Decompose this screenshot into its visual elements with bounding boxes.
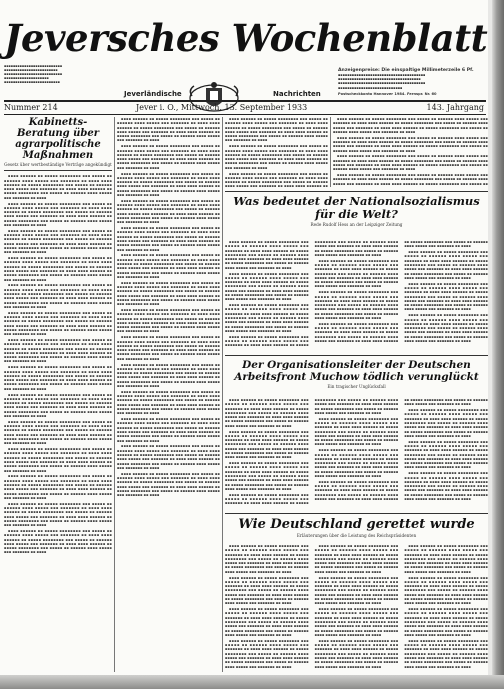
- illegible-text-paragraph: ▪▪▪▪ ▪▪▪▪▪▪ ▪▪ ▪▪▪▪▪ ▪▪▪▪▪▪▪▪ ▪▪▪ ▪▪▪▪▪ ▪▪ ▪▪▪▪▪▪ ▪▪▪▪ ▪▪▪▪▪ ▪▪▪ ▪▪▪▪▪▪▪ ▪▪ ▪▪▪▪ ▪▪▪▪ ▪▪▪▪▪▪ ▪▪ ▪▪▪▪▪ ▪▪▪▪▪▪▪▪ ▪▪▪ ▪▪▪▪▪ ▪▪ ▪▪▪▪▪▪ ▪▪▪▪ ▪▪▪▪▪ ▪▪▪ ▪▪▪▪▪▪▪ ▪▪ ▪▪▪▪ ▪▪▪▪ ▪▪▪▪▪▪ ▪▪ ▪▪▪▪▪ ▪▪▪▪▪▪▪▪ ▪▪▪ ▪▪▪▪▪ ▪▪ ▪▪▪▪▪▪ ▪▪▪▪ ▪▪▪▪▪ ▪▪▪ ▪▪▪▪▪▪▪ ▪▪ ▪▪▪▪: [4, 474, 112, 500]
- column-2: [117, 117, 220, 672]
- illegible-text-paragraph: ▪▪▪▪ ▪▪▪▪▪▪ ▪▪ ▪▪▪▪▪ ▪▪▪▪▪▪▪▪ ▪▪▪ ▪▪▪▪▪ ▪▪ ▪▪▪▪▪▪ ▪▪▪▪ ▪▪▪▪▪ ▪▪▪ ▪▪▪▪▪▪▪ ▪▪ ▪▪▪▪ ▪▪▪▪ ▪▪▪▪▪▪ ▪▪ ▪▪▪▪▪ ▪▪▪▪▪▪▪▪ ▪▪▪ ▪▪▪▪▪ ▪▪ ▪▪▪▪▪▪ ▪▪▪▪ ▪▪▪▪▪ ▪▪▪ ▪▪▪▪▪▪▪ ▪▪ ▪▪▪▪ ▪▪▪▪ ▪▪▪▪▪▪ ▪▪ ▪▪▪▪▪ ▪▪▪▪▪▪▪▪ ▪▪▪ ▪▪▪▪▪ ▪▪ ▪▪▪▪▪▪ ▪▪▪▪ ▪▪▪▪▪ ▪▪▪ ▪▪▪▪▪▪▪ ▪▪ ▪▪▪▪: [117, 444, 220, 470]
- illegible-text-paragraph: ▪▪▪▪ ▪▪▪▪▪▪ ▪▪ ▪▪▪▪▪ ▪▪▪▪▪▪▪▪ ▪▪▪ ▪▪▪▪▪ ▪▪ ▪▪▪▪▪▪ ▪▪▪▪ ▪▪▪▪▪ ▪▪▪ ▪▪▪▪▪▪▪ ▪▪ ▪▪▪▪ ▪▪▪▪ ▪▪▪▪▪▪ ▪▪ ▪▪▪▪▪ ▪▪▪▪▪▪▪▪ ▪▪▪ ▪▪▪▪▪ ▪▪ ▪▪▪▪▪▪ ▪▪▪▪ ▪▪▪▪▪ ▪▪▪ ▪▪▪▪▪▪▪ ▪▪ ▪▪▪▪ ▪▪▪▪ ▪▪▪▪▪▪ ▪▪ ▪▪▪▪▪ ▪▪▪▪▪▪▪▪ ▪▪▪ ▪▪▪▪▪ ▪▪ ▪▪▪▪▪▪ ▪▪▪▪ ▪▪▪▪▪ ▪▪▪ ▪▪▪▪▪▪▪ ▪▪ ▪▪▪▪: [404, 408, 488, 438]
- illegible-text-paragraph: ▪▪▪▪ ▪▪▪▪▪▪ ▪▪ ▪▪▪▪▪ ▪▪▪▪▪▪▪▪ ▪▪▪ ▪▪▪▪▪ ▪▪ ▪▪▪▪▪▪ ▪▪▪▪ ▪▪▪▪▪ ▪▪▪ ▪▪▪▪▪▪▪ ▪▪ ▪▪▪▪ ▪▪▪▪ ▪▪▪▪▪▪ ▪▪ ▪▪▪▪▪ ▪▪▪▪▪▪▪▪ ▪▪▪ ▪▪▪▪▪ ▪▪ ▪▪▪▪▪▪ ▪▪▪▪ ▪▪▪▪▪ ▪▪▪ ▪▪▪▪▪▪▪ ▪▪ ▪▪▪▪ ▪▪▪▪ ▪▪▪▪▪▪ ▪▪ ▪▪▪▪▪ ▪▪▪▪▪▪▪▪ ▪▪▪ ▪▪▪▪▪ ▪▪ ▪▪▪▪▪▪ ▪▪▪▪ ▪▪▪▪▪ ▪▪▪ ▪▪▪▪▪▪▪ ▪▪ ▪▪▪▪: [117, 144, 220, 170]
- illegible-text-paragraph: ▪▪▪▪ ▪▪▪▪▪▪ ▪▪ ▪▪▪▪▪ ▪▪▪▪▪▪▪▪ ▪▪▪ ▪▪▪▪▪ ▪▪ ▪▪▪▪▪▪ ▪▪▪▪ ▪▪▪▪▪ ▪▪▪ ▪▪▪▪▪▪▪ ▪▪ ▪▪▪▪ ▪▪▪▪ ▪▪▪▪▪▪ ▪▪ ▪▪▪▪▪ ▪▪▪▪▪▪▪▪ ▪▪▪ ▪▪▪▪▪ ▪▪ ▪▪▪▪▪▪ ▪▪▪▪ ▪▪▪▪▪ ▪▪▪ ▪▪▪▪▪▪▪ ▪▪ ▪▪▪▪ ▪▪▪▪ ▪▪▪▪▪▪ ▪▪ ▪▪▪▪▪ ▪▪▪▪▪▪▪▪ ▪▪▪ ▪▪▪▪▪ ▪▪ ▪▪▪▪▪▪ ▪▪▪▪ ▪▪▪▪▪ ▪▪▪ ▪▪▪▪▪▪▪ ▪▪ ▪▪▪▪: [225, 271, 309, 302]
- divider: [225, 355, 488, 356]
- illegible-text-paragraph: ▪▪▪▪ ▪▪▪▪▪▪ ▪▪ ▪▪▪▪▪ ▪▪▪▪▪▪▪▪ ▪▪▪ ▪▪▪▪▪ ▪▪ ▪▪▪▪▪▪ ▪▪▪▪ ▪▪▪▪▪ ▪▪▪ ▪▪▪▪▪▪▪ ▪▪ ▪▪▪▪ ▪▪▪▪ ▪▪▪▪▪▪ ▪▪ ▪▪▪▪▪ ▪▪▪▪▪▪▪▪ ▪▪▪ ▪▪▪▪▪ ▪▪ ▪▪▪▪▪▪ ▪▪▪▪ ▪▪▪▪▪ ▪▪▪ ▪▪▪▪▪▪▪ ▪▪ ▪▪▪▪ ▪▪▪▪ ▪▪▪▪▪▪ ▪▪ ▪▪▪▪▪ ▪▪▪▪▪▪▪▪ ▪▪▪ ▪▪▪▪▪ ▪▪ ▪▪▪▪▪▪ ▪▪▪▪ ▪▪▪▪▪ ▪▪▪ ▪▪▪▪▪▪▪ ▪▪ ▪▪▪▪: [4, 256, 112, 282]
- column-divider: [222, 117, 223, 672]
- illegible-text-paragraph: ▪▪▪▪ ▪▪▪▪▪▪ ▪▪ ▪▪▪▪▪ ▪▪▪▪▪▪▪▪ ▪▪▪ ▪▪▪▪▪ ▪▪ ▪▪▪▪▪▪ ▪▪▪▪ ▪▪▪▪▪ ▪▪▪ ▪▪▪▪▪▪▪ ▪▪ ▪▪▪▪ ▪▪▪▪ ▪▪▪▪▪▪ ▪▪ ▪▪▪▪▪ ▪▪▪▪▪▪▪▪ ▪▪▪ ▪▪▪▪▪ ▪▪ ▪▪▪▪▪▪ ▪▪▪▪ ▪▪▪▪▪ ▪▪▪ ▪▪▪▪▪▪▪ ▪▪ ▪▪▪▪ ▪▪▪▪ ▪▪▪▪▪▪ ▪▪ ▪▪▪▪▪ ▪▪▪▪▪▪▪▪ ▪▪▪ ▪▪▪▪▪ ▪▪ ▪▪▪▪▪▪ ▪▪▪▪ ▪▪▪▪▪ ▪▪▪ ▪▪▪▪▪▪▪ ▪▪ ▪▪▪▪: [314, 544, 399, 574]
- illegible-text-paragraph: ▪▪▪▪ ▪▪▪▪▪▪ ▪▪ ▪▪▪▪▪ ▪▪▪▪▪▪▪▪ ▪▪▪ ▪▪▪▪▪ ▪▪ ▪▪▪▪▪▪ ▪▪▪▪ ▪▪▪▪▪ ▪▪▪ ▪▪▪▪▪▪▪ ▪▪ ▪▪▪▪ ▪▪▪▪ ▪▪▪▪▪▪ ▪▪ ▪▪▪▪▪ ▪▪▪▪▪▪▪▪ ▪▪▪ ▪▪▪▪▪ ▪▪ ▪▪▪▪▪▪ ▪▪▪▪ ▪▪▪▪▪ ▪▪▪ ▪▪▪▪▪▪▪ ▪▪ ▪▪▪▪ ▪▪▪▪ ▪▪▪▪▪▪ ▪▪ ▪▪▪▪▪ ▪▪▪▪▪▪▪▪ ▪▪▪ ▪▪▪▪▪ ▪▪ ▪▪▪▪▪▪ ▪▪▪▪ ▪▪▪▪▪ ▪▪▪ ▪▪▪▪▪▪▪ ▪▪ ▪▪▪▪: [4, 337, 112, 364]
- article-4-subhead: Erläuterungen über die Leistung des Reichspräsidenten: [296, 533, 417, 538]
- masthead-subtitle-left: Jeverländische: [124, 90, 182, 98]
- article-3-subhead: Ein tragischer Unglücksfall: [327, 384, 386, 389]
- column-1: [4, 117, 112, 672]
- illegible-text-paragraph: ▪▪▪▪ ▪▪▪▪▪▪ ▪▪ ▪▪▪▪▪ ▪▪▪▪▪▪▪▪ ▪▪▪ ▪▪▪▪▪ ▪▪ ▪▪▪▪▪▪ ▪▪▪▪ ▪▪▪▪▪ ▪▪▪ ▪▪▪▪▪▪▪ ▪▪ ▪▪▪▪ ▪▪▪▪ ▪▪▪▪▪▪ ▪▪ ▪▪▪▪▪ ▪▪▪▪▪▪▪▪ ▪▪▪ ▪▪▪▪▪ ▪▪ ▪▪▪▪▪▪ ▪▪▪▪ ▪▪▪▪▪ ▪▪▪ ▪▪▪▪▪▪▪ ▪▪ ▪▪▪▪ ▪▪▪▪ ▪▪▪▪▪▪ ▪▪ ▪▪▪▪▪ ▪▪▪▪▪▪▪▪ ▪▪▪ ▪▪▪▪▪ ▪▪ ▪▪▪▪▪▪ ▪▪▪▪ ▪▪▪▪▪ ▪▪▪ ▪▪▪▪▪▪▪ ▪▪ ▪▪▪▪: [117, 280, 220, 307]
- masthead-right-info: Anzeigenpreise: Die einspaltige Millimeterzeile 6 Pf. ▪▪▪▪▪▪▪▪▪▪▪▪▪▪▪▪▪▪▪▪▪▪▪▪▪▪▪▪▪▪▪▪▪▪▪▪▪▪ ▪▪▪▪▪▪▪▪▪▪▪▪▪▪▪▪▪▪▪▪▪▪▪▪▪▪▪▪▪▪▪▪▪▪▪▪ ▪▪▪▪▪▪▪▪▪▪▪▪▪▪▪▪▪▪▪▪▪▪▪▪▪▪▪▪▪▪▪▪▪▪▪▪▪▪ ▪▪▪▪▪▪▪▪▪▪▪▪▪▪▪▪▪▪▪▪▪▪▪▪▪▪▪▪ Postscheckkonto Hannover 1984. Fernspr. Nr. 60: [338, 68, 488, 96]
- illegible-text-paragraph: ▪▪▪▪ ▪▪▪▪▪▪ ▪▪ ▪▪▪▪▪ ▪▪▪▪▪▪▪▪ ▪▪▪ ▪▪▪▪▪ ▪▪ ▪▪▪▪▪▪ ▪▪▪▪ ▪▪▪▪▪ ▪▪▪ ▪▪▪▪▪▪▪ ▪▪ ▪▪▪▪ ▪▪▪▪ ▪▪▪▪▪▪ ▪▪ ▪▪▪▪▪ ▪▪▪▪▪▪▪▪ ▪▪▪ ▪▪▪▪▪ ▪▪ ▪▪▪▪▪▪ ▪▪▪▪ ▪▪▪▪▪ ▪▪▪ ▪▪▪▪▪▪▪ ▪▪ ▪▪▪▪ ▪▪▪▪ ▪▪▪▪▪▪ ▪▪ ▪▪▪▪▪ ▪▪▪▪▪▪▪▪ ▪▪▪ ▪▪▪▪▪ ▪▪ ▪▪▪▪▪▪ ▪▪▪▪ ▪▪▪▪▪ ▪▪▪ ▪▪▪▪▪▪▪ ▪▪ ▪▪▪▪: [314, 416, 399, 447]
- illegible-text-paragraph: ▪▪▪▪ ▪▪▪▪▪▪ ▪▪ ▪▪▪▪▪ ▪▪▪▪▪▪▪▪ ▪▪▪ ▪▪▪▪▪ ▪▪ ▪▪▪▪▪▪ ▪▪▪▪ ▪▪▪▪▪ ▪▪▪ ▪▪▪▪▪▪▪ ▪▪ ▪▪▪▪ ▪▪▪▪ ▪▪▪▪▪▪ ▪▪ ▪▪▪▪▪ ▪▪▪▪▪▪▪▪ ▪▪▪ ▪▪▪▪▪ ▪▪ ▪▪▪▪▪▪ ▪▪▪▪ ▪▪▪▪▪ ▪▪▪ ▪▪▪▪▪▪▪ ▪▪ ▪▪▪▪ ▪▪▪▪ ▪▪▪▪▪▪ ▪▪ ▪▪▪▪▪ ▪▪▪▪▪▪▪▪ ▪▪▪ ▪▪▪▪▪ ▪▪ ▪▪▪▪▪▪ ▪▪▪▪ ▪▪▪▪▪ ▪▪▪ ▪▪▪▪▪▪▪ ▪▪ ▪▪▪▪: [404, 638, 488, 669]
- illegible-text-paragraph: ▪▪▪▪ ▪▪▪▪▪▪ ▪▪ ▪▪▪▪▪ ▪▪▪▪▪▪▪▪ ▪▪▪ ▪▪▪▪▪ ▪▪ ▪▪▪▪▪▪ ▪▪▪▪ ▪▪▪▪▪ ▪▪▪ ▪▪▪▪▪▪▪ ▪▪ ▪▪▪▪ ▪▪▪▪ ▪▪▪▪▪▪ ▪▪ ▪▪▪▪▪ ▪▪▪▪▪▪▪▪ ▪▪▪ ▪▪▪▪▪ ▪▪ ▪▪▪▪▪▪ ▪▪▪▪ ▪▪▪▪▪ ▪▪▪ ▪▪▪▪▪▪▪ ▪▪ ▪▪▪▪ ▪▪▪▪ ▪▪▪▪▪▪ ▪▪ ▪▪▪▪▪ ▪▪▪▪▪▪▪▪ ▪▪▪ ▪▪▪▪▪ ▪▪ ▪▪▪▪▪▪ ▪▪▪▪ ▪▪▪▪▪ ▪▪▪ ▪▪▪▪▪▪▪ ▪▪ ▪▪▪▪: [333, 135, 488, 153]
- issue-number: Nummer 214: [4, 103, 58, 112]
- illegible-text-paragraph: ▪▪▪▪ ▪▪▪▪▪▪ ▪▪ ▪▪▪▪▪ ▪▪▪▪▪▪▪▪ ▪▪▪ ▪▪▪▪▪ ▪▪ ▪▪▪▪▪▪ ▪▪▪▪ ▪▪▪▪▪ ▪▪▪ ▪▪▪▪▪▪▪ ▪▪ ▪▪▪▪ ▪▪▪▪ ▪▪▪▪▪▪ ▪▪ ▪▪▪▪▪ ▪▪▪▪▪▪▪▪ ▪▪▪ ▪▪▪▪▪ ▪▪ ▪▪▪▪▪▪ ▪▪▪▪ ▪▪▪▪▪ ▪▪▪ ▪▪▪▪▪▪▪ ▪▪ ▪▪▪▪ ▪▪▪▪ ▪▪▪▪▪▪ ▪▪ ▪▪▪▪▪ ▪▪▪▪▪▪▪▪ ▪▪▪ ▪▪▪▪▪ ▪▪ ▪▪▪▪▪▪ ▪▪▪▪ ▪▪▪▪▪ ▪▪▪ ▪▪▪▪▪▪▪ ▪▪ ▪▪▪▪: [117, 417, 220, 443]
- illegible-text-paragraph: ▪▪▪▪ ▪▪▪▪▪▪ ▪▪ ▪▪▪▪▪ ▪▪▪▪▪▪▪▪ ▪▪▪ ▪▪▪▪▪ ▪▪ ▪▪▪▪▪▪ ▪▪▪▪ ▪▪▪▪▪ ▪▪▪ ▪▪▪▪▪▪▪ ▪▪ ▪▪▪▪ ▪▪▪▪ ▪▪▪▪▪▪ ▪▪ ▪▪▪▪▪ ▪▪▪▪▪▪▪▪ ▪▪▪ ▪▪▪▪▪ ▪▪ ▪▪▪▪▪▪ ▪▪▪▪ ▪▪▪▪▪ ▪▪▪ ▪▪▪▪▪▪▪ ▪▪ ▪▪▪▪ ▪▪▪▪ ▪▪▪▪▪▪ ▪▪ ▪▪▪▪▪ ▪▪▪▪▪▪▪▪ ▪▪▪ ▪▪▪▪▪ ▪▪ ▪▪▪▪▪▪ ▪▪▪▪ ▪▪▪▪▪ ▪▪▪ ▪▪▪▪▪▪▪ ▪▪ ▪▪▪▪: [314, 398, 488, 502]
- masthead-left-info: ▪▪▪▪▪▪▪▪▪▪▪▪▪▪▪▪▪▪▪▪▪▪▪▪▪▪ ▪▪▪▪▪▪▪▪▪▪▪▪▪▪▪▪▪▪▪▪▪▪▪▪ ▪▪▪▪▪▪▪▪▪▪▪▪▪▪▪▪▪▪▪▪▪▪▪▪▪▪ ▪▪▪▪▪▪▪▪▪▪▪▪▪▪▪▪▪▪▪▪ ▪▪▪▪▪▪▪▪▪▪▪▪▪▪▪▪▪▪▪▪▪▪▪▪▪: [4, 64, 63, 85]
- illegible-text-paragraph: ▪▪▪▪ ▪▪▪▪▪▪ ▪▪ ▪▪▪▪▪ ▪▪▪▪▪▪▪▪ ▪▪▪ ▪▪▪▪▪ ▪▪ ▪▪▪▪▪▪ ▪▪▪▪ ▪▪▪▪▪ ▪▪▪ ▪▪▪▪▪▪▪ ▪▪ ▪▪▪▪ ▪▪▪▪ ▪▪▪▪▪▪ ▪▪ ▪▪▪▪▪ ▪▪▪▪▪▪▪▪ ▪▪▪ ▪▪▪▪▪ ▪▪ ▪▪▪▪▪▪ ▪▪▪▪ ▪▪▪▪▪ ▪▪▪ ▪▪▪▪▪▪▪ ▪▪ ▪▪▪▪ ▪▪▪▪ ▪▪▪▪▪▪ ▪▪ ▪▪▪▪▪ ▪▪▪▪▪▪▪▪ ▪▪▪ ▪▪▪▪▪ ▪▪ ▪▪▪▪▪▪ ▪▪▪▪ ▪▪▪▪▪ ▪▪▪ ▪▪▪▪▪▪▪ ▪▪ ▪▪▪▪: [225, 607, 309, 637]
- illegible-text-paragraph: ▪▪▪▪ ▪▪▪▪▪▪ ▪▪ ▪▪▪▪▪ ▪▪▪▪▪▪▪▪ ▪▪▪ ▪▪▪▪▪ ▪▪ ▪▪▪▪▪▪ ▪▪▪▪ ▪▪▪▪▪ ▪▪▪ ▪▪▪▪▪▪▪ ▪▪ ▪▪▪▪ ▪▪▪▪ ▪▪▪▪▪▪ ▪▪ ▪▪▪▪▪ ▪▪▪▪▪▪▪▪ ▪▪▪ ▪▪▪▪▪ ▪▪ ▪▪▪▪▪▪ ▪▪▪▪ ▪▪▪▪▪ ▪▪▪ ▪▪▪▪▪▪▪ ▪▪ ▪▪▪▪ ▪▪▪▪ ▪▪▪▪▪▪ ▪▪: [225, 171, 328, 187]
- dateline-bar: [4, 100, 486, 115]
- article-3-body: [225, 398, 488, 508]
- newspaper-title: Jeversches Wochenblatt: [4, 16, 488, 60]
- article-4: [225, 510, 488, 544]
- illegible-text-paragraph: ▪▪▪▪ ▪▪▪▪▪▪ ▪▪ ▪▪▪▪▪ ▪▪▪▪▪▪▪▪ ▪▪▪ ▪▪▪▪▪ ▪▪ ▪▪▪▪▪▪ ▪▪▪▪ ▪▪▪▪▪ ▪▪▪ ▪▪▪▪▪▪▪ ▪▪ ▪▪▪▪ ▪▪▪▪ ▪▪▪▪▪▪ ▪▪ ▪▪▪▪▪ ▪▪▪▪▪▪▪▪ ▪▪▪ ▪▪▪▪▪ ▪▪ ▪▪▪▪▪▪ ▪▪▪▪ ▪▪▪▪▪ ▪▪▪ ▪▪▪▪▪▪▪ ▪▪ ▪▪▪▪ ▪▪▪▪ ▪▪▪▪▪▪ ▪▪ ▪▪▪▪▪ ▪▪▪▪▪▪▪▪ ▪▪▪ ▪▪▪▪▪ ▪▪ ▪▪▪▪▪▪ ▪▪▪▪ ▪▪▪▪▪ ▪▪▪ ▪▪▪▪▪▪▪ ▪▪ ▪▪▪▪: [117, 307, 220, 334]
- illegible-text-paragraph: ▪▪▪▪ ▪▪▪▪▪▪ ▪▪ ▪▪▪▪▪ ▪▪▪▪▪▪▪▪ ▪▪▪ ▪▪▪▪▪ ▪▪ ▪▪▪▪▪▪ ▪▪▪▪ ▪▪▪▪▪ ▪▪▪ ▪▪▪▪▪▪▪ ▪▪ ▪▪▪▪ ▪▪▪▪ ▪▪▪▪▪▪ ▪▪ ▪▪▪▪▪ ▪▪▪▪▪▪▪▪ ▪▪▪ ▪▪▪▪▪ ▪▪ ▪▪▪▪▪▪ ▪▪▪▪ ▪▪▪▪▪ ▪▪▪ ▪▪▪▪▪▪▪ ▪▪ ▪▪▪▪ ▪▪▪▪ ▪▪▪▪▪▪ ▪▪ ▪▪▪▪▪ ▪▪▪▪▪▪▪▪ ▪▪▪ ▪▪▪▪▪ ▪▪ ▪▪▪▪▪▪ ▪▪▪▪ ▪▪▪▪▪ ▪▪▪ ▪▪▪▪▪▪▪ ▪▪ ▪▪▪▪: [225, 117, 328, 143]
- illegible-text-paragraph: ▪▪▪▪ ▪▪▪▪▪▪ ▪▪ ▪▪▪▪▪ ▪▪▪▪▪▪▪▪ ▪▪▪ ▪▪▪▪▪ ▪▪ ▪▪▪▪▪▪ ▪▪▪▪ ▪▪▪▪▪ ▪▪▪ ▪▪▪▪▪▪▪ ▪▪ ▪▪▪▪ ▪▪▪▪ ▪▪▪▪▪▪ ▪▪ ▪▪▪▪▪ ▪▪▪▪▪▪▪▪ ▪▪▪ ▪▪▪▪▪ ▪▪ ▪▪▪▪▪▪ ▪▪▪▪ ▪▪▪▪▪ ▪▪▪ ▪▪▪▪▪▪▪ ▪▪ ▪▪▪▪ ▪▪▪▪ ▪▪▪▪▪▪ ▪▪ ▪▪▪▪▪ ▪▪▪▪▪▪▪▪ ▪▪▪ ▪▪▪▪▪ ▪▪ ▪▪▪▪▪▪ ▪▪▪▪ ▪▪▪▪▪ ▪▪▪ ▪▪▪▪▪▪▪ ▪▪ ▪▪▪▪: [225, 638, 309, 669]
- article-1-subhead: Gesetz über wertbeständige Verträge angekündigt: [4, 162, 112, 167]
- issue-date: Jever i. O., Mittwoch, 13. September 1933: [136, 103, 308, 112]
- illegible-text-paragraph: ▪▪▪▪ ▪▪▪▪▪▪ ▪▪ ▪▪▪▪▪ ▪▪▪▪▪▪▪▪ ▪▪▪ ▪▪▪▪▪ ▪▪ ▪▪▪▪▪▪ ▪▪▪▪ ▪▪▪▪▪ ▪▪▪ ▪▪▪▪▪▪▪ ▪▪ ▪▪▪▪ ▪▪▪▪ ▪▪▪▪▪▪ ▪▪ ▪▪▪▪▪ ▪▪▪▪▪▪▪▪ ▪▪▪ ▪▪▪▪▪ ▪▪ ▪▪▪▪▪▪ ▪▪▪▪ ▪▪▪▪▪ ▪▪▪ ▪▪▪▪▪▪▪ ▪▪ ▪▪▪▪ ▪▪▪▪ ▪▪▪▪▪▪ ▪▪ ▪▪▪▪▪ ▪▪▪▪▪▪▪▪ ▪▪▪ ▪▪▪▪▪ ▪▪ ▪▪▪▪▪▪ ▪▪▪▪ ▪▪▪▪▪ ▪▪▪ ▪▪▪▪▪▪▪ ▪▪ ▪▪▪▪: [117, 171, 220, 198]
- illegible-text-paragraph: ▪▪▪▪ ▪▪▪▪▪▪ ▪▪ ▪▪▪▪▪ ▪▪▪▪▪▪▪▪ ▪▪▪ ▪▪▪▪▪ ▪▪ ▪▪▪▪▪▪ ▪▪▪▪ ▪▪▪▪▪ ▪▪▪ ▪▪▪▪▪▪▪ ▪▪ ▪▪▪▪ ▪▪▪▪ ▪▪▪▪▪▪ ▪▪ ▪▪▪▪▪ ▪▪▪▪▪▪▪▪ ▪▪▪ ▪▪▪▪▪ ▪▪ ▪▪▪▪▪▪ ▪▪▪▪ ▪▪▪▪▪ ▪▪▪ ▪▪▪▪▪▪▪ ▪▪ ▪▪▪▪ ▪▪▪▪ ▪▪▪▪▪▪ ▪▪ ▪▪▪▪▪ ▪▪▪▪▪▪▪▪ ▪▪▪ ▪▪▪▪▪ ▪▪ ▪▪▪▪▪▪ ▪▪▪▪ ▪▪▪▪▪ ▪▪▪ ▪▪▪▪▪▪▪ ▪▪ ▪▪▪▪: [117, 253, 220, 279]
- illegible-text-paragraph: ▪▪▪▪ ▪▪▪▪▪▪ ▪▪ ▪▪▪▪▪ ▪▪▪▪▪▪▪▪ ▪▪▪ ▪▪▪▪▪ ▪▪ ▪▪▪▪▪▪ ▪▪▪▪ ▪▪▪▪▪ ▪▪▪ ▪▪▪▪▪▪▪ ▪▪ ▪▪▪▪ ▪▪▪▪ ▪▪▪▪▪▪ ▪▪ ▪▪▪▪▪ ▪▪▪▪▪▪▪▪ ▪▪▪ ▪▪▪▪▪ ▪▪ ▪▪▪▪▪▪ ▪▪▪▪ ▪▪▪▪▪ ▪▪▪ ▪▪▪▪▪▪▪ ▪▪ ▪▪▪▪ ▪▪▪▪ ▪▪▪▪▪▪ ▪▪ ▪▪▪▪▪ ▪▪▪▪▪▪▪▪ ▪▪▪ ▪▪▪▪▪ ▪▪ ▪▪▪▪▪▪ ▪▪▪▪ ▪▪▪▪▪ ▪▪▪ ▪▪▪▪▪▪▪ ▪▪ ▪▪▪▪: [225, 398, 309, 428]
- illegible-text-paragraph: ▪▪▪▪ ▪▪▪▪▪▪ ▪▪ ▪▪▪▪▪ ▪▪▪▪▪▪▪▪ ▪▪▪ ▪▪▪▪▪ ▪▪ ▪▪▪▪▪▪ ▪▪▪▪ ▪▪▪▪▪ ▪▪▪ ▪▪▪▪▪▪▪ ▪▪ ▪▪▪▪ ▪▪▪▪ ▪▪▪▪▪▪ ▪▪ ▪▪▪▪▪ ▪▪▪▪▪▪▪▪ ▪▪▪ ▪▪▪▪▪ ▪▪ ▪▪▪▪▪▪ ▪▪▪▪ ▪▪▪▪▪ ▪▪▪ ▪▪▪▪▪▪▪ ▪▪ ▪▪▪▪ ▪▪▪▪ ▪▪▪▪▪▪ ▪▪ ▪▪▪▪▪ ▪▪▪▪▪▪▪▪ ▪▪▪ ▪▪▪▪▪ ▪▪ ▪▪▪▪▪▪ ▪▪▪▪ ▪▪▪▪▪ ▪▪▪ ▪▪▪▪▪▪▪ ▪▪ ▪▪▪▪: [225, 144, 328, 170]
- divider: [225, 191, 488, 192]
- article-4-headline: Wie Deutschland gerettet wurde: [238, 517, 475, 532]
- illegible-text-paragraph: ▪▪▪▪ ▪▪▪▪▪▪ ▪▪ ▪▪▪▪▪ ▪▪▪▪▪▪▪▪ ▪▪▪ ▪▪▪▪▪ ▪▪ ▪▪▪▪▪▪ ▪▪▪▪ ▪▪▪▪▪ ▪▪▪ ▪▪▪▪▪▪▪ ▪▪ ▪▪▪▪ ▪▪▪▪ ▪▪▪▪▪▪ ▪▪ ▪▪▪▪▪ ▪▪▪▪▪▪▪▪ ▪▪▪ ▪▪▪▪▪ ▪▪ ▪▪▪▪▪▪ ▪▪▪▪ ▪▪▪▪▪ ▪▪▪ ▪▪▪▪▪▪▪ ▪▪ ▪▪▪▪ ▪▪▪▪ ▪▪▪▪▪▪ ▪▪ ▪▪▪▪▪ ▪▪▪▪▪▪▪▪ ▪▪▪ ▪▪▪▪▪ ▪▪ ▪▪▪▪▪▪ ▪▪▪▪ ▪▪▪▪▪ ▪▪▪ ▪▪▪▪▪▪▪ ▪▪ ▪▪▪▪: [225, 544, 309, 574]
- illegible-text-paragraph: ▪▪▪▪ ▪▪▪▪▪▪ ▪▪ ▪▪▪▪▪ ▪▪▪▪▪▪▪▪ ▪▪▪ ▪▪▪▪▪ ▪▪ ▪▪▪▪▪▪ ▪▪▪▪ ▪▪▪▪▪ ▪▪▪ ▪▪▪▪▪▪▪ ▪▪ ▪▪▪▪ ▪▪▪▪ ▪▪▪▪▪▪ ▪▪ ▪▪▪▪▪ ▪▪▪▪▪▪▪▪ ▪▪▪ ▪▪▪▪▪ ▪▪ ▪▪▪▪▪▪ ▪▪▪▪ ▪▪▪▪▪ ▪▪▪ ▪▪▪▪▪▪▪ ▪▪ ▪▪▪▪ ▪▪▪▪ ▪▪▪▪▪▪ ▪▪ ▪▪▪▪▪ ▪▪▪▪▪▪▪▪ ▪▪▪ ▪▪▪▪▪ ▪▪ ▪▪▪▪▪▪ ▪▪▪▪ ▪▪▪▪▪ ▪▪▪ ▪▪▪▪▪▪▪ ▪▪ ▪▪▪▪: [4, 501, 112, 528]
- divider: [4, 170, 112, 171]
- illegible-text-paragraph: ▪▪▪▪ ▪▪▪▪▪▪ ▪▪ ▪▪▪▪▪ ▪▪▪▪▪▪▪▪ ▪▪▪ ▪▪▪▪▪ ▪▪ ▪▪▪▪▪▪ ▪▪▪▪ ▪▪▪▪▪ ▪▪▪ ▪▪▪▪▪▪▪ ▪▪ ▪▪▪▪ ▪▪▪▪ ▪▪▪▪▪▪ ▪▪ ▪▪▪▪▪ ▪▪▪▪▪▪▪▪ ▪▪▪ ▪▪▪▪▪ ▪▪ ▪▪▪▪▪▪ ▪▪▪▪ ▪▪▪▪▪ ▪▪▪ ▪▪▪▪▪▪▪ ▪▪ ▪▪▪▪ ▪▪▪▪ ▪▪▪▪▪▪ ▪▪ ▪▪▪▪▪ ▪▪▪▪▪▪▪▪ ▪▪▪ ▪▪▪▪▪ ▪▪ ▪▪▪▪▪▪ ▪▪▪▪ ▪▪▪▪▪ ▪▪▪ ▪▪▪▪▪▪▪ ▪▪ ▪▪▪▪: [117, 389, 220, 416]
- illegible-text-paragraph: ▪▪▪▪ ▪▪▪▪▪▪ ▪▪ ▪▪▪▪▪ ▪▪▪▪▪▪▪▪ ▪▪▪ ▪▪▪▪▪ ▪▪ ▪▪▪▪▪▪ ▪▪▪▪ ▪▪▪▪▪ ▪▪▪ ▪▪▪▪▪▪▪ ▪▪ ▪▪▪▪ ▪▪▪▪ ▪▪▪▪▪▪ ▪▪ ▪▪▪▪▪ ▪▪▪▪▪▪▪▪ ▪▪▪ ▪▪▪▪▪ ▪▪ ▪▪▪▪▪▪ ▪▪▪▪ ▪▪▪▪▪ ▪▪▪ ▪▪▪▪▪▪▪ ▪▪ ▪▪▪▪ ▪▪▪▪ ▪▪▪▪▪▪ ▪▪ ▪▪▪▪▪ ▪▪▪▪▪▪▪▪ ▪▪▪ ▪▪▪▪▪ ▪▪ ▪▪▪▪▪▪ ▪▪▪▪ ▪▪▪▪▪ ▪▪▪ ▪▪▪▪▪▪▪ ▪▪ ▪▪▪▪: [314, 575, 399, 606]
- column-3-top: [225, 117, 328, 187]
- postscheck-note: Postscheckkonto Hannover 1984. Fernspr. Nr. 60: [338, 91, 437, 96]
- illegible-text-paragraph: ▪▪▪▪ ▪▪▪▪▪▪ ▪▪ ▪▪▪▪▪ ▪▪▪▪▪▪▪▪ ▪▪▪ ▪▪▪▪▪ ▪▪ ▪▪▪▪▪▪ ▪▪▪▪ ▪▪▪▪▪ ▪▪▪ ▪▪▪▪▪▪▪ ▪▪ ▪▪▪▪ ▪▪▪▪ ▪▪▪▪▪▪ ▪▪ ▪▪▪▪▪ ▪▪▪▪▪▪▪▪ ▪▪▪ ▪▪▪▪▪ ▪▪ ▪▪▪▪▪▪ ▪▪▪▪ ▪▪▪▪▪ ▪▪▪ ▪▪▪▪▪▪▪ ▪▪ ▪▪▪▪ ▪▪▪▪ ▪▪▪▪▪▪ ▪▪ ▪▪▪▪▪ ▪▪▪▪▪▪▪▪ ▪▪▪ ▪▪▪▪▪ ▪▪ ▪▪▪▪▪▪ ▪▪▪▪ ▪▪▪▪▪ ▪▪▪ ▪▪▪▪▪▪▪ ▪▪ ▪▪▪▪: [404, 439, 488, 470]
- column-divider: [114, 117, 115, 672]
- volume-number: 143. Jahrgang: [426, 103, 484, 112]
- illegible-text-paragraph: ▪▪▪▪ ▪▪▪▪▪▪ ▪▪ ▪▪▪▪▪ ▪▪▪▪▪▪▪▪ ▪▪▪ ▪▪▪▪▪ ▪▪ ▪▪▪▪▪▪ ▪▪▪▪ ▪▪▪▪▪ ▪▪▪ ▪▪▪▪▪▪▪ ▪▪ ▪▪▪▪ ▪▪▪▪ ▪▪▪▪▪▪ ▪▪ ▪▪▪▪▪ ▪▪▪▪▪▪▪▪ ▪▪▪ ▪▪▪▪▪ ▪▪ ▪▪▪▪▪▪ ▪▪▪▪ ▪▪▪▪▪ ▪▪▪ ▪▪▪▪▪▪▪ ▪▪ ▪▪▪▪ ▪▪▪▪ ▪▪▪▪▪▪ ▪▪ ▪▪▪▪▪ ▪▪▪▪▪▪▪▪ ▪▪▪ ▪▪▪▪▪ ▪▪ ▪▪▪▪▪▪ ▪▪▪▪ ▪▪▪▪▪ ▪▪▪ ▪▪▪▪▪▪▪ ▪▪ ▪▪▪▪: [4, 419, 112, 446]
- illegible-text-paragraph: ▪▪▪▪ ▪▪▪▪▪▪ ▪▪ ▪▪▪▪▪ ▪▪▪▪▪▪▪▪ ▪▪▪ ▪▪▪▪▪ ▪▪ ▪▪▪▪▪▪ ▪▪▪▪ ▪▪▪▪▪ ▪▪▪ ▪▪▪▪▪▪▪ ▪▪ ▪▪▪▪ ▪▪▪▪ ▪▪▪▪▪▪ ▪▪ ▪▪▪▪▪ ▪▪▪▪▪▪▪▪ ▪▪▪ ▪▪▪▪▪ ▪▪ ▪▪▪▪▪▪ ▪▪▪▪ ▪▪▪▪▪ ▪▪▪ ▪▪▪▪▪▪▪ ▪▪ ▪▪▪▪ ▪▪▪▪ ▪▪▪▪▪▪ ▪▪ ▪▪▪▪▪ ▪▪▪▪▪▪▪▪ ▪▪▪ ▪▪▪▪▪ ▪▪ ▪▪▪▪▪▪ ▪▪▪▪ ▪▪▪▪▪ ▪▪▪ ▪▪▪▪▪▪▪ ▪▪ ▪▪▪▪: [117, 117, 220, 143]
- illegible-text-paragraph: ▪▪▪▪ ▪▪▪▪▪▪ ▪▪ ▪▪▪▪▪ ▪▪▪▪▪▪▪▪ ▪▪▪ ▪▪▪▪▪ ▪▪ ▪▪▪▪▪▪ ▪▪▪▪ ▪▪▪▪▪ ▪▪▪ ▪▪▪▪▪▪▪ ▪▪ ▪▪▪▪ ▪▪▪▪ ▪▪▪▪▪▪ ▪▪ ▪▪▪▪▪ ▪▪▪▪▪▪▪▪ ▪▪▪ ▪▪▪▪▪ ▪▪ ▪▪▪▪▪▪ ▪▪▪▪ ▪▪▪▪▪ ▪▪▪ ▪▪▪▪▪▪▪ ▪▪ ▪▪▪▪ ▪▪▪▪ ▪▪▪▪▪▪ ▪▪ ▪▪▪▪▪ ▪▪▪▪▪▪▪▪ ▪▪▪ ▪▪▪▪▪ ▪▪ ▪▪▪▪▪▪ ▪▪▪▪ ▪▪▪▪▪ ▪▪▪ ▪▪▪▪▪▪▪ ▪▪ ▪▪▪▪: [225, 575, 309, 606]
- illegible-text-paragraph: ▪▪▪▪ ▪▪▪▪▪▪ ▪▪ ▪▪▪▪▪ ▪▪▪▪▪▪▪▪ ▪▪▪ ▪▪▪▪▪ ▪▪ ▪▪▪▪▪▪ ▪▪▪▪ ▪▪▪▪▪ ▪▪▪ ▪▪▪▪▪▪▪ ▪▪ ▪▪▪▪ ▪▪▪▪ ▪▪▪▪▪▪ ▪▪ ▪▪▪▪▪ ▪▪▪▪▪▪▪▪ ▪▪▪ ▪▪▪▪▪ ▪▪ ▪▪▪▪▪▪ ▪▪▪▪ ▪▪▪▪▪ ▪▪▪ ▪▪▪▪▪▪▪ ▪▪ ▪▪▪▪ ▪▪▪▪ ▪▪▪▪▪▪ ▪▪ ▪▪▪▪▪ ▪▪▪▪▪▪▪▪ ▪▪▪ ▪▪▪▪▪ ▪▪ ▪▪▪▪▪▪ ▪▪▪▪ ▪▪▪▪▪ ▪▪▪ ▪▪▪▪▪▪▪ ▪▪ ▪▪▪▪: [404, 281, 488, 312]
- illegible-text-paragraph: ▪▪▪▪ ▪▪▪▪▪▪ ▪▪ ▪▪▪▪▪ ▪▪▪▪▪▪▪▪ ▪▪▪ ▪▪▪▪▪ ▪▪ ▪▪▪▪▪▪ ▪▪▪▪ ▪▪▪▪▪ ▪▪▪ ▪▪▪▪▪▪▪ ▪▪ ▪▪▪▪ ▪▪▪▪ ▪▪▪▪▪▪ ▪▪ ▪▪▪▪▪ ▪▪▪▪▪▪▪▪ ▪▪▪ ▪▪▪▪▪ ▪▪ ▪▪▪▪▪▪ ▪▪▪▪ ▪▪▪▪▪ ▪▪▪ ▪▪▪▪▪▪▪ ▪▪ ▪▪▪▪ ▪▪▪▪ ▪▪▪▪▪▪ ▪▪ ▪▪▪▪▪ ▪▪▪▪▪▪▪▪ ▪▪▪ ▪▪▪▪▪ ▪▪ ▪▪▪▪▪▪ ▪▪▪▪ ▪▪▪▪▪ ▪▪▪ ▪▪▪▪▪▪▪ ▪▪ ▪▪▪▪: [225, 398, 399, 506]
- book-spine: [492, 0, 504, 689]
- illegible-text-paragraph: ▪▪▪▪ ▪▪▪▪▪▪ ▪▪ ▪▪▪▪▪ ▪▪▪▪▪▪▪▪ ▪▪▪ ▪▪▪▪▪ ▪▪ ▪▪▪▪▪▪ ▪▪▪▪ ▪▪▪▪▪ ▪▪▪ ▪▪▪▪▪▪▪ ▪▪ ▪▪▪▪ ▪▪▪▪ ▪▪▪▪▪▪ ▪▪ ▪▪▪▪▪ ▪▪▪▪▪▪▪▪ ▪▪▪ ▪▪▪▪▪ ▪▪ ▪▪▪▪▪▪ ▪▪▪▪ ▪▪▪▪▪ ▪▪▪ ▪▪▪▪▪▪▪ ▪▪ ▪▪▪▪ ▪▪▪▪ ▪▪▪▪▪▪ ▪▪ ▪▪▪▪▪ ▪▪▪▪▪▪▪▪ ▪▪▪ ▪▪▪▪▪ ▪▪ ▪▪▪▪▪▪ ▪▪▪▪ ▪▪▪▪▪ ▪▪▪ ▪▪▪▪▪▪▪ ▪▪ ▪▪▪▪: [4, 392, 112, 419]
- illegible-text-paragraph: ▪▪▪▪ ▪▪▪▪▪▪ ▪▪ ▪▪▪▪▪ ▪▪▪▪▪▪▪▪ ▪▪▪ ▪▪▪▪▪ ▪▪ ▪▪▪▪▪▪ ▪▪▪▪ ▪▪▪▪▪ ▪▪▪ ▪▪▪▪▪▪▪ ▪▪ ▪▪▪▪ ▪▪▪▪ ▪▪▪▪▪▪ ▪▪ ▪▪▪▪▪ ▪▪▪▪▪▪▪▪ ▪▪▪ ▪▪▪▪▪ ▪▪ ▪▪▪▪▪▪ ▪▪▪▪ ▪▪▪▪▪ ▪▪▪ ▪▪▪▪▪▪▪ ▪▪ ▪▪▪▪ ▪▪▪▪ ▪▪▪▪▪▪ ▪▪ ▪▪▪▪▪ ▪▪▪▪▪▪▪▪ ▪▪▪ ▪▪▪▪▪ ▪▪ ▪▪▪▪▪▪ ▪▪▪▪ ▪▪▪▪▪ ▪▪▪ ▪▪▪▪▪▪▪ ▪▪ ▪▪▪▪: [117, 226, 220, 252]
- illegible-text-paragraph: ▪▪▪▪ ▪▪▪▪▪▪ ▪▪ ▪▪▪▪▪ ▪▪▪▪▪▪▪▪ ▪▪▪ ▪▪▪▪▪ ▪▪ ▪▪▪▪▪▪ ▪▪▪▪ ▪▪▪▪▪ ▪▪▪ ▪▪▪▪▪▪▪ ▪▪ ▪▪▪▪ ▪▪▪▪ ▪▪▪▪▪▪ ▪▪ ▪▪▪▪▪ ▪▪▪▪▪▪▪▪ ▪▪▪ ▪▪▪▪▪ ▪▪ ▪▪▪▪▪▪ ▪▪▪▪ ▪▪▪▪▪ ▪▪▪ ▪▪▪▪▪▪▪ ▪▪ ▪▪▪▪ ▪▪▪▪ ▪▪▪▪▪▪ ▪▪ ▪▪▪▪▪ ▪▪▪▪▪▪▪▪ ▪▪▪ ▪▪▪▪▪ ▪▪ ▪▪▪▪▪▪ ▪▪▪▪ ▪▪▪▪▪ ▪▪▪ ▪▪▪▪▪▪▪ ▪▪ ▪▪▪▪: [117, 198, 220, 225]
- article-1-headline: Kabinetts-Beratung über agrarpolitische Maßnahmen: [15, 117, 101, 161]
- illegible-text-paragraph: ▪▪▪▪ ▪▪▪▪▪▪ ▪▪ ▪▪▪▪▪ ▪▪▪▪▪▪▪▪ ▪▪▪ ▪▪▪▪▪ ▪▪ ▪▪▪▪▪▪ ▪▪▪▪ ▪▪▪▪▪ ▪▪▪ ▪▪▪▪▪▪▪ ▪▪ ▪▪▪▪ ▪▪▪▪ ▪▪▪▪▪▪ ▪▪ ▪▪▪▪▪ ▪▪▪▪▪▪▪▪ ▪▪▪ ▪▪▪▪▪ ▪▪ ▪▪▪▪▪▪ ▪▪▪▪ ▪▪▪▪▪ ▪▪▪ ▪▪▪▪▪▪▪ ▪▪ ▪▪▪▪ ▪▪▪▪ ▪▪▪▪▪▪ ▪▪ ▪▪▪▪▪ ▪▪▪▪▪▪▪▪ ▪▪▪ ▪▪▪▪▪ ▪▪ ▪▪▪▪▪▪ ▪▪▪▪ ▪▪▪▪▪ ▪▪▪ ▪▪▪▪▪▪▪ ▪▪ ▪▪▪▪: [314, 258, 399, 289]
- illegible-text-paragraph: ▪▪▪▪ ▪▪▪▪▪▪ ▪▪ ▪▪▪▪▪ ▪▪▪▪▪▪▪▪ ▪▪▪ ▪▪▪▪▪ ▪▪ ▪▪▪▪▪▪ ▪▪▪▪ ▪▪▪▪▪ ▪▪▪ ▪▪▪▪▪▪▪ ▪▪ ▪▪▪▪ ▪▪▪▪ ▪▪▪▪▪▪ ▪▪ ▪▪▪▪▪ ▪▪▪▪▪▪▪▪ ▪▪▪ ▪▪▪▪▪ ▪▪ ▪▪▪▪▪▪ ▪▪▪▪ ▪▪▪▪▪ ▪▪▪ ▪▪▪▪▪▪▪ ▪▪ ▪▪▪▪ ▪▪▪▪ ▪▪▪▪▪▪ ▪▪ ▪▪▪▪▪ ▪▪▪▪▪▪▪▪ ▪▪▪ ▪▪▪▪▪ ▪▪ ▪▪▪▪▪▪ ▪▪▪▪ ▪▪▪▪▪ ▪▪▪ ▪▪▪▪▪▪▪ ▪▪ ▪▪▪▪: [404, 544, 488, 574]
- masthead-subtitle-right: Nachrichten: [273, 90, 321, 98]
- illegible-text-paragraph: ▪▪▪▪ ▪▪▪▪▪▪ ▪▪ ▪▪▪▪▪ ▪▪▪▪▪▪▪▪ ▪▪▪ ▪▪▪▪▪ ▪▪ ▪▪▪▪▪▪ ▪▪▪▪ ▪▪▪▪▪ ▪▪▪ ▪▪▪▪▪▪▪ ▪▪ ▪▪▪▪ ▪▪▪▪ ▪▪▪▪▪▪ ▪▪ ▪▪▪▪▪ ▪▪▪▪▪▪▪▪ ▪▪▪ ▪▪▪▪▪ ▪▪ ▪▪▪▪▪▪ ▪▪▪▪ ▪▪▪▪▪ ▪▪▪ ▪▪▪▪▪▪▪ ▪▪ ▪▪▪▪ ▪▪▪▪ ▪▪▪▪▪▪ ▪▪ ▪▪▪▪▪ ▪▪▪▪▪▪▪▪ ▪▪▪ ▪▪▪▪▪ ▪▪ ▪▪▪▪▪▪ ▪▪▪▪ ▪▪▪▪▪ ▪▪▪ ▪▪▪▪▪▪▪ ▪▪ ▪▪▪▪: [314, 607, 399, 637]
- illegible-text-paragraph: ▪▪▪▪ ▪▪▪▪▪▪ ▪▪ ▪▪▪▪▪ ▪▪▪▪▪▪▪▪ ▪▪▪ ▪▪▪▪▪ ▪▪ ▪▪▪▪▪▪ ▪▪▪▪ ▪▪▪▪▪ ▪▪▪ ▪▪▪▪▪▪▪ ▪▪ ▪▪▪▪ ▪▪▪▪ ▪▪▪▪▪▪ ▪▪ ▪▪▪▪▪ ▪▪▪▪▪▪▪▪ ▪▪▪ ▪▪▪▪▪ ▪▪ ▪▪▪▪▪▪ ▪▪▪▪ ▪▪▪▪▪ ▪▪▪ ▪▪▪▪▪▪▪ ▪▪ ▪▪▪▪ ▪▪▪▪ ▪▪▪▪▪▪ ▪▪ ▪▪▪▪▪ ▪▪▪▪▪▪▪▪ ▪▪▪ ▪▪▪▪▪ ▪▪ ▪▪▪▪▪▪ ▪▪▪▪ ▪▪▪▪▪ ▪▪▪ ▪▪▪▪▪▪▪ ▪▪ ▪▪▪▪: [117, 471, 220, 498]
- illegible-text-paragraph: ▪▪▪▪ ▪▪▪▪▪▪ ▪▪ ▪▪▪▪▪ ▪▪▪▪▪▪▪▪ ▪▪▪ ▪▪▪▪▪ ▪▪ ▪▪▪▪▪▪ ▪▪▪▪ ▪▪▪▪▪ ▪▪▪ ▪▪▪▪▪▪▪ ▪▪ ▪▪▪▪ ▪▪▪▪ ▪▪▪▪▪▪ ▪▪ ▪▪▪▪▪ ▪▪▪▪▪▪▪▪ ▪▪▪ ▪▪▪▪▪ ▪▪ ▪▪▪▪▪▪ ▪▪▪▪ ▪▪▪▪▪ ▪▪▪ ▪▪▪▪▪▪▪ ▪▪ ▪▪▪▪ ▪▪▪▪ ▪▪▪▪▪▪ ▪▪ ▪▪▪▪▪ ▪▪▪▪▪▪▪▪ ▪▪▪ ▪▪▪▪▪ ▪▪ ▪▪▪▪▪▪ ▪▪▪▪ ▪▪▪▪▪ ▪▪▪ ▪▪▪▪▪▪▪ ▪▪ ▪▪▪▪: [225, 240, 399, 348]
- illegible-text-paragraph: ▪▪▪▪ ▪▪▪▪▪▪ ▪▪ ▪▪▪▪▪ ▪▪▪▪▪▪▪▪ ▪▪▪ ▪▪▪▪▪ ▪▪ ▪▪▪▪▪▪ ▪▪▪▪ ▪▪▪▪▪ ▪▪▪ ▪▪▪▪▪▪▪ ▪▪ ▪▪▪▪ ▪▪▪▪ ▪▪▪▪▪▪ ▪▪ ▪▪▪▪▪ ▪▪▪▪▪▪▪▪ ▪▪▪ ▪▪▪▪▪ ▪▪ ▪▪▪▪▪▪ ▪▪▪▪ ▪▪▪▪▪ ▪▪▪ ▪▪▪▪▪▪▪ ▪▪ ▪▪▪▪ ▪▪▪▪ ▪▪▪▪▪▪ ▪▪ ▪▪▪▪▪ ▪▪▪▪▪▪▪▪ ▪▪▪ ▪▪▪▪▪ ▪▪ ▪▪▪▪▪▪ ▪▪▪▪ ▪▪▪▪▪ ▪▪▪ ▪▪▪▪▪▪▪ ▪▪ ▪▪▪▪: [333, 117, 488, 134]
- page-bottom-edge: [0, 675, 504, 689]
- illegible-text-paragraph: ▪▪▪▪ ▪▪▪▪▪▪ ▪▪ ▪▪▪▪▪ ▪▪▪▪▪▪▪▪ ▪▪▪ ▪▪▪▪▪ ▪▪ ▪▪▪▪▪▪ ▪▪▪▪ ▪▪▪▪▪ ▪▪▪ ▪▪▪▪▪▪▪ ▪▪ ▪▪▪▪ ▪▪▪▪ ▪▪▪▪▪▪ ▪▪ ▪▪▪▪▪ ▪▪▪▪▪▪▪▪ ▪▪▪ ▪▪▪▪▪ ▪▪ ▪▪▪▪▪▪ ▪▪▪▪ ▪▪▪▪▪ ▪▪▪ ▪▪▪▪▪▪▪ ▪▪ ▪▪▪▪ ▪▪▪▪ ▪▪▪▪▪▪ ▪▪ ▪▪▪▪▪ ▪▪▪▪▪▪▪▪ ▪▪▪ ▪▪▪▪▪ ▪▪ ▪▪▪▪▪▪ ▪▪▪▪ ▪▪▪▪▪ ▪▪▪ ▪▪▪▪▪▪▪ ▪▪ ▪▪▪▪: [4, 201, 112, 228]
- illegible-text-paragraph: ▪▪▪▪ ▪▪▪▪▪▪ ▪▪ ▪▪▪▪▪ ▪▪▪▪▪▪▪▪ ▪▪▪ ▪▪▪▪▪ ▪▪ ▪▪▪▪▪▪ ▪▪▪▪ ▪▪▪▪▪ ▪▪▪ ▪▪▪▪▪▪▪ ▪▪ ▪▪▪▪ ▪▪▪▪ ▪▪▪▪▪▪ ▪▪ ▪▪▪▪▪ ▪▪▪▪▪▪▪▪ ▪▪▪ ▪▪▪▪▪ ▪▪ ▪▪▪▪▪▪ ▪▪▪▪ ▪▪▪▪▪ ▪▪▪ ▪▪▪▪▪▪▪ ▪▪ ▪▪▪▪ ▪▪▪▪ ▪▪▪▪▪▪ ▪▪ ▪▪▪▪▪ ▪▪▪▪▪▪▪▪ ▪▪▪ ▪▪▪▪▪ ▪▪ ▪▪▪▪▪▪ ▪▪▪▪ ▪▪▪▪▪ ▪▪▪ ▪▪▪▪▪▪▪ ▪▪ ▪▪▪▪: [4, 310, 112, 337]
- illegible-text-paragraph: ▪▪▪▪ ▪▪▪▪▪▪ ▪▪ ▪▪▪▪▪ ▪▪▪▪▪▪▪▪ ▪▪▪ ▪▪▪▪▪ ▪▪ ▪▪▪▪▪▪ ▪▪▪▪ ▪▪▪▪▪ ▪▪▪ ▪▪▪▪▪▪▪ ▪▪ ▪▪▪▪ ▪▪▪▪ ▪▪▪▪▪▪ ▪▪ ▪▪▪▪▪ ▪▪▪▪▪▪▪▪ ▪▪▪ ▪▪▪▪▪ ▪▪ ▪▪▪▪▪▪ ▪▪▪▪ ▪▪▪▪▪ ▪▪▪ ▪▪▪▪▪▪▪ ▪▪ ▪▪▪▪ ▪▪▪▪ ▪▪▪▪▪▪ ▪▪ ▪▪▪▪▪ ▪▪▪▪▪▪▪▪ ▪▪▪ ▪▪▪▪▪ ▪▪ ▪▪▪▪▪▪ ▪▪▪▪ ▪▪▪▪▪ ▪▪▪ ▪▪▪▪▪▪▪ ▪▪ ▪▪▪▪: [314, 240, 488, 344]
- divider: [225, 513, 488, 514]
- illegible-text-paragraph: ▪▪▪▪ ▪▪▪▪▪▪ ▪▪ ▪▪▪▪▪ ▪▪▪▪▪▪▪▪ ▪▪▪ ▪▪▪▪▪ ▪▪ ▪▪▪▪▪▪ ▪▪▪▪ ▪▪▪▪▪ ▪▪▪ ▪▪▪▪▪▪▪ ▪▪ ▪▪▪▪ ▪▪▪▪ ▪▪▪▪▪▪ ▪▪ ▪▪▪▪▪ ▪▪▪▪▪▪▪▪ ▪▪▪ ▪▪▪▪▪ ▪▪ ▪▪▪▪▪▪ ▪▪▪▪ ▪▪▪▪▪ ▪▪▪ ▪▪▪▪▪▪▪ ▪▪ ▪▪▪▪ ▪▪▪▪ ▪▪▪▪▪▪ ▪▪ ▪▪▪▪▪ ▪▪▪▪▪▪▪▪ ▪▪▪ ▪▪▪▪▪ ▪▪ ▪▪▪▪▪▪ ▪▪▪▪ ▪▪▪▪▪ ▪▪▪ ▪▪▪▪▪▪▪ ▪▪ ▪▪▪▪: [314, 448, 399, 479]
- article-2-headline: Was bedeutet der Nationalsozialismus für die Welt?: [233, 194, 480, 221]
- illegible-text-paragraph: ▪▪▪▪ ▪▪▪▪▪▪ ▪▪ ▪▪▪▪▪ ▪▪▪▪▪▪▪▪ ▪▪▪ ▪▪▪▪▪ ▪▪ ▪▪▪▪▪▪ ▪▪▪▪ ▪▪▪▪▪ ▪▪▪ ▪▪▪▪▪▪▪ ▪▪ ▪▪▪▪ ▪▪▪▪ ▪▪▪▪▪▪ ▪▪ ▪▪▪▪▪ ▪▪▪▪▪▪▪▪ ▪▪▪ ▪▪▪▪▪ ▪▪ ▪▪▪▪▪▪ ▪▪▪▪ ▪▪▪▪▪ ▪▪▪ ▪▪▪▪▪▪▪ ▪▪ ▪▪▪▪ ▪▪▪▪ ▪▪▪▪▪▪ ▪▪ ▪▪▪▪▪ ▪▪▪▪▪▪▪▪ ▪▪▪ ▪▪▪▪▪ ▪▪ ▪▪▪▪▪▪ ▪▪▪▪ ▪▪▪▪▪ ▪▪▪ ▪▪▪▪▪▪▪ ▪▪ ▪▪▪▪: [404, 607, 488, 637]
- illegible-text-paragraph: ▪▪▪▪ ▪▪▪▪▪▪ ▪▪ ▪▪▪▪▪ ▪▪▪▪▪▪▪▪ ▪▪▪ ▪▪▪▪▪ ▪▪ ▪▪▪▪▪▪ ▪▪▪▪ ▪▪▪▪▪ ▪▪▪ ▪▪▪▪▪▪▪ ▪▪ ▪▪▪▪ ▪▪▪▪ ▪▪▪▪▪▪ ▪▪ ▪▪▪▪▪ ▪▪▪▪▪▪▪▪ ▪▪▪ ▪▪▪▪▪ ▪▪ ▪▪▪▪▪▪ ▪▪▪▪ ▪▪▪▪▪ ▪▪▪ ▪▪▪▪▪▪▪ ▪▪ ▪▪▪▪ ▪▪▪▪ ▪▪▪▪▪▪ ▪▪ ▪▪▪▪▪ ▪▪▪▪▪▪▪▪ ▪▪▪ ▪▪▪▪▪ ▪▪ ▪▪▪▪▪▪ ▪▪▪▪ ▪▪▪▪▪ ▪▪▪ ▪▪▪▪▪▪▪ ▪▪ ▪▪▪▪: [404, 471, 488, 502]
- article-3: [225, 352, 488, 398]
- illegible-text-paragraph: ▪▪▪▪ ▪▪▪▪▪▪ ▪▪ ▪▪▪▪▪ ▪▪▪▪▪▪▪▪ ▪▪▪ ▪▪▪▪▪ ▪▪ ▪▪▪▪▪▪ ▪▪▪▪ ▪▪▪▪▪ ▪▪▪ ▪▪▪▪▪▪▪ ▪▪ ▪▪▪▪ ▪▪▪▪ ▪▪▪▪▪▪ ▪▪ ▪▪▪▪▪ ▪▪▪▪▪▪▪▪ ▪▪▪ ▪▪▪▪▪ ▪▪ ▪▪▪▪▪▪ ▪▪▪▪ ▪▪▪▪▪ ▪▪▪ ▪▪▪▪▪▪▪ ▪▪ ▪▪▪▪ ▪▪▪▪ ▪▪▪▪▪▪ ▪▪ ▪▪▪▪▪ ▪▪▪▪▪▪▪▪ ▪▪▪ ▪▪▪▪▪ ▪▪ ▪▪▪▪▪▪ ▪▪▪▪ ▪▪▪▪▪ ▪▪▪ ▪▪▪▪▪▪▪ ▪▪ ▪▪▪▪: [4, 447, 112, 473]
- illegible-text-paragraph: ▪▪▪▪ ▪▪▪▪▪▪ ▪▪ ▪▪▪▪▪ ▪▪▪▪▪▪▪▪ ▪▪▪ ▪▪▪▪▪ ▪▪ ▪▪▪▪▪▪ ▪▪▪▪ ▪▪▪▪▪ ▪▪▪ ▪▪▪▪▪▪▪ ▪▪ ▪▪▪▪ ▪▪▪▪ ▪▪▪▪▪▪ ▪▪ ▪▪▪▪▪ ▪▪▪▪▪▪▪▪ ▪▪▪ ▪▪▪▪▪ ▪▪ ▪▪▪▪▪▪ ▪▪▪▪ ▪▪▪▪▪ ▪▪▪ ▪▪▪▪▪▪▪ ▪▪ ▪▪▪▪ ▪▪▪▪ ▪▪▪▪▪▪ ▪▪ ▪▪▪▪▪ ▪▪▪▪▪▪▪▪ ▪▪▪ ▪▪▪▪▪ ▪▪ ▪▪▪▪▪▪ ▪▪▪▪ ▪▪▪▪▪ ▪▪▪ ▪▪▪▪▪▪▪ ▪▪ ▪▪▪▪: [333, 154, 488, 172]
- illegible-text-paragraph: ▪▪▪▪ ▪▪▪▪▪▪ ▪▪ ▪▪▪▪▪ ▪▪▪▪▪▪▪▪ ▪▪▪ ▪▪▪▪▪ ▪▪ ▪▪▪▪▪▪ ▪▪▪▪ ▪▪▪▪▪ ▪▪▪ ▪▪▪▪▪▪▪ ▪▪ ▪▪▪▪ ▪▪▪▪ ▪▪▪▪▪▪ ▪▪ ▪▪▪▪▪ ▪▪▪▪▪▪▪▪ ▪▪▪ ▪▪▪▪▪ ▪▪ ▪▪▪▪▪▪ ▪▪▪▪ ▪▪▪▪▪ ▪▪▪ ▪▪▪▪▪▪▪ ▪▪ ▪▪▪▪ ▪▪▪▪ ▪▪▪▪▪▪ ▪▪ ▪▪▪▪▪ ▪▪▪▪▪▪▪▪ ▪▪▪ ▪▪▪▪▪ ▪▪ ▪▪▪▪▪▪ ▪▪▪▪ ▪▪▪▪▪ ▪▪▪ ▪▪▪▪▪▪▪ ▪▪ ▪▪▪▪: [404, 575, 488, 606]
- illegible-text-paragraph: ▪▪▪▪ ▪▪▪▪▪▪ ▪▪ ▪▪▪▪▪ ▪▪▪▪▪▪▪▪ ▪▪▪ ▪▪▪▪▪ ▪▪ ▪▪▪▪▪▪ ▪▪▪▪ ▪▪▪▪▪ ▪▪▪ ▪▪▪▪▪▪▪ ▪▪ ▪▪▪▪ ▪▪▪▪ ▪▪▪▪▪▪ ▪▪ ▪▪▪▪▪ ▪▪▪▪▪▪▪▪ ▪▪▪ ▪▪▪▪▪ ▪▪ ▪▪▪▪▪▪ ▪▪▪▪ ▪▪▪▪▪ ▪▪▪ ▪▪▪▪▪▪▪ ▪▪ ▪▪▪▪ ▪▪▪▪ ▪▪▪▪▪▪ ▪▪ ▪▪▪▪▪ ▪▪▪▪▪▪▪▪ ▪▪▪ ▪▪▪▪▪ ▪▪ ▪▪▪▪▪▪ ▪▪▪▪ ▪▪▪▪▪ ▪▪▪ ▪▪▪▪▪▪▪ ▪▪ ▪▪▪▪: [225, 303, 309, 333]
- column-4-top: [333, 117, 488, 187]
- illegible-text-paragraph: ▪▪▪▪ ▪▪▪▪▪▪ ▪▪ ▪▪▪▪▪ ▪▪▪▪▪▪▪▪ ▪▪▪ ▪▪▪▪▪ ▪▪ ▪▪▪▪▪▪ ▪▪▪▪ ▪▪▪▪▪ ▪▪▪ ▪▪▪▪▪▪▪ ▪▪ ▪▪▪▪ ▪▪▪▪ ▪▪▪▪▪▪ ▪▪ ▪▪▪▪▪ ▪▪▪▪▪▪▪▪ ▪▪▪ ▪▪▪▪▪ ▪▪ ▪▪▪▪▪▪ ▪▪▪▪ ▪▪▪▪▪ ▪▪▪ ▪▪▪▪▪▪▪ ▪▪ ▪▪▪▪ ▪▪▪▪ ▪▪▪▪▪▪ ▪▪ ▪▪▪▪▪ ▪▪▪▪▪▪▪▪ ▪▪▪ ▪▪▪▪▪ ▪▪ ▪▪▪▪▪▪ ▪▪▪▪ ▪▪▪▪▪ ▪▪▪ ▪▪▪▪▪▪▪ ▪▪ ▪▪▪▪: [117, 335, 220, 361]
- illegible-text-paragraph: ▪▪▪▪ ▪▪▪▪▪▪ ▪▪ ▪▪▪▪▪ ▪▪▪▪▪▪▪▪ ▪▪▪ ▪▪▪▪▪ ▪▪ ▪▪▪▪▪▪ ▪▪▪▪ ▪▪▪▪▪ ▪▪▪ ▪▪▪▪▪▪▪ ▪▪ ▪▪▪▪ ▪▪▪▪ ▪▪▪▪▪▪ ▪▪ ▪▪▪▪▪ ▪▪▪▪▪▪▪▪ ▪▪▪ ▪▪▪▪▪ ▪▪ ▪▪▪▪▪▪ ▪▪▪▪ ▪▪▪▪▪ ▪▪▪ ▪▪▪▪▪▪▪ ▪▪ ▪▪▪▪ ▪▪▪▪ ▪▪▪▪▪▪ ▪▪ ▪▪▪▪▪ ▪▪▪▪▪▪▪▪ ▪▪▪ ▪▪▪▪▪ ▪▪ ▪▪▪▪▪▪ ▪▪▪▪ ▪▪▪▪▪ ▪▪▪ ▪▪▪▪▪▪▪ ▪▪ ▪▪▪▪: [404, 313, 488, 344]
- illegible-text-paragraph: ▪▪▪▪ ▪▪▪▪▪▪ ▪▪ ▪▪▪▪▪ ▪▪▪▪▪▪▪▪ ▪▪▪ ▪▪▪▪▪ ▪▪ ▪▪▪▪▪▪ ▪▪▪▪ ▪▪▪▪▪ ▪▪▪ ▪▪▪▪▪▪▪ ▪▪ ▪▪▪▪ ▪▪▪▪ ▪▪▪▪▪▪ ▪▪ ▪▪▪▪▪ ▪▪▪▪▪▪▪▪ ▪▪▪ ▪▪▪▪▪ ▪▪ ▪▪▪▪▪▪ ▪▪▪▪ ▪▪▪▪▪ ▪▪▪ ▪▪▪▪▪▪▪ ▪▪ ▪▪▪▪ ▪▪▪▪ ▪▪▪▪▪▪ ▪▪ ▪▪▪▪▪ ▪▪▪▪▪▪▪▪ ▪▪▪ ▪▪▪▪▪ ▪▪ ▪▪▪▪▪▪ ▪▪▪▪ ▪▪▪▪▪ ▪▪▪ ▪▪▪▪▪▪▪ ▪▪ ▪▪▪▪: [314, 290, 399, 321]
- illegible-text-paragraph: ▪▪▪▪ ▪▪▪▪▪▪ ▪▪ ▪▪▪▪▪ ▪▪▪▪▪▪▪▪ ▪▪▪ ▪▪▪▪▪ ▪▪ ▪▪▪▪▪▪ ▪▪▪▪ ▪▪▪▪▪ ▪▪▪ ▪▪▪▪▪▪▪ ▪▪ ▪▪▪▪ ▪▪▪▪ ▪▪▪▪▪▪ ▪▪ ▪▪▪▪▪ ▪▪▪▪▪▪▪▪ ▪▪▪ ▪▪▪▪▪ ▪▪ ▪▪▪▪▪▪ ▪▪▪▪ ▪▪▪▪▪ ▪▪▪ ▪▪▪▪▪▪▪ ▪▪ ▪▪▪▪ ▪▪▪▪ ▪▪▪▪▪▪ ▪▪ ▪▪▪▪▪ ▪▪▪▪▪▪▪▪ ▪▪▪ ▪▪▪▪▪ ▪▪ ▪▪▪▪▪▪ ▪▪▪▪ ▪▪▪▪▪ ▪▪▪ ▪▪▪▪▪▪▪ ▪▪ ▪▪▪▪: [314, 638, 399, 669]
- illegible-text-paragraph: ▪▪▪▪ ▪▪▪▪▪▪ ▪▪ ▪▪▪▪▪ ▪▪▪▪▪▪▪▪ ▪▪▪ ▪▪▪▪▪ ▪▪ ▪▪▪▪▪▪ ▪▪▪▪ ▪▪▪▪▪ ▪▪▪ ▪▪▪▪▪▪▪ ▪▪ ▪▪▪▪ ▪▪▪▪ ▪▪▪▪▪▪ ▪▪ ▪▪▪▪▪ ▪▪▪▪▪▪▪▪ ▪▪▪ ▪▪▪▪▪ ▪▪ ▪▪▪▪▪▪ ▪▪▪▪ ▪▪▪▪▪ ▪▪▪ ▪▪▪▪▪▪▪ ▪▪ ▪▪▪▪ ▪▪▪▪ ▪▪▪▪▪▪ ▪▪ ▪▪▪▪▪ ▪▪▪▪▪▪▪▪ ▪▪▪ ▪▪▪▪▪ ▪▪ ▪▪▪▪▪▪ ▪▪▪▪ ▪▪▪▪▪ ▪▪▪ ▪▪▪▪▪▪▪ ▪▪ ▪▪▪▪: [4, 228, 112, 255]
- illegible-text-paragraph: ▪▪▪▪ ▪▪▪▪▪▪ ▪▪ ▪▪▪▪▪ ▪▪▪▪▪▪▪▪ ▪▪▪ ▪▪▪▪▪ ▪▪ ▪▪▪▪▪▪ ▪▪▪▪ ▪▪▪▪▪ ▪▪▪ ▪▪▪▪▪▪▪ ▪▪ ▪▪▪▪ ▪▪▪▪ ▪▪▪▪▪▪ ▪▪ ▪▪▪▪▪ ▪▪▪▪▪▪▪▪ ▪▪▪ ▪▪▪▪▪ ▪▪ ▪▪▪▪▪▪ ▪▪▪▪ ▪▪▪▪▪ ▪▪▪ ▪▪▪▪▪▪▪ ▪▪ ▪▪▪▪ ▪▪▪▪ ▪▪▪▪▪▪ ▪▪ ▪▪▪▪▪ ▪▪▪▪▪▪▪▪ ▪▪▪ ▪▪▪▪▪ ▪▪: [333, 173, 488, 186]
- illegible-text-paragraph: ▪▪▪▪ ▪▪▪▪▪▪ ▪▪ ▪▪▪▪▪ ▪▪▪▪▪▪▪▪ ▪▪▪ ▪▪▪▪▪ ▪▪ ▪▪▪▪▪▪ ▪▪▪▪ ▪▪▪▪▪ ▪▪▪ ▪▪▪▪▪▪▪ ▪▪ ▪▪▪▪ ▪▪▪▪ ▪▪▪▪▪▪ ▪▪ ▪▪▪▪▪ ▪▪▪▪▪▪▪▪ ▪▪▪ ▪▪▪▪▪ ▪▪ ▪▪▪▪▪▪ ▪▪▪▪ ▪▪▪▪▪ ▪▪▪ ▪▪▪▪▪▪▪ ▪▪ ▪▪▪▪ ▪▪▪▪ ▪▪▪▪▪▪ ▪▪ ▪▪▪▪▪ ▪▪▪▪▪▪▪▪ ▪▪▪ ▪▪▪▪▪ ▪▪ ▪▪▪▪▪▪ ▪▪▪▪ ▪▪▪▪▪ ▪▪▪ ▪▪▪▪▪▪▪ ▪▪ ▪▪▪▪: [4, 283, 112, 309]
- article-2: [225, 188, 488, 240]
- ad-price-title: Anzeigenpreise: Die einspaltige Millimeterzeile 6 Pf.: [338, 68, 474, 73]
- illegible-text-paragraph: ▪▪▪▪ ▪▪▪▪▪▪ ▪▪ ▪▪▪▪▪ ▪▪▪▪▪▪▪▪ ▪▪▪ ▪▪▪▪▪ ▪▪ ▪▪▪▪▪▪ ▪▪▪▪ ▪▪▪▪▪ ▪▪▪ ▪▪▪▪▪▪▪ ▪▪ ▪▪▪▪ ▪▪▪▪ ▪▪▪▪▪▪ ▪▪ ▪▪▪▪▪ ▪▪▪▪▪▪▪▪ ▪▪▪ ▪▪▪▪▪ ▪▪ ▪▪▪▪▪▪ ▪▪▪▪ ▪▪▪▪▪ ▪▪▪ ▪▪▪▪▪▪▪ ▪▪ ▪▪▪▪ ▪▪▪▪ ▪▪▪▪▪▪ ▪▪ ▪▪▪▪▪ ▪▪▪▪▪▪▪▪ ▪▪▪ ▪▪▪▪▪ ▪▪ ▪▪▪▪▪▪ ▪▪▪▪ ▪▪▪▪▪ ▪▪▪ ▪▪▪▪▪▪▪ ▪▪ ▪▪▪▪: [225, 461, 309, 491]
- illegible-text-paragraph: ▪▪▪▪ ▪▪▪▪▪▪ ▪▪ ▪▪▪▪▪ ▪▪▪▪▪▪▪▪ ▪▪▪ ▪▪▪▪▪ ▪▪ ▪▪▪▪▪▪ ▪▪▪▪ ▪▪▪▪▪ ▪▪▪ ▪▪▪▪▪▪▪ ▪▪ ▪▪▪▪ ▪▪▪▪ ▪▪▪▪▪▪ ▪▪ ▪▪▪▪▪ ▪▪▪▪▪▪▪▪ ▪▪▪ ▪▪▪▪▪ ▪▪ ▪▪▪▪▪▪ ▪▪▪▪ ▪▪▪▪▪ ▪▪▪ ▪▪▪▪▪▪▪ ▪▪ ▪▪▪▪ ▪▪▪▪ ▪▪▪▪▪▪ ▪▪ ▪▪▪▪▪ ▪▪▪▪▪▪▪▪ ▪▪▪ ▪▪▪▪▪ ▪▪ ▪▪▪▪▪▪ ▪▪▪▪ ▪▪▪▪▪ ▪▪▪ ▪▪▪▪▪▪▪ ▪▪ ▪▪▪▪: [225, 429, 309, 460]
- illegible-text-paragraph: ▪▪▪▪ ▪▪▪▪▪▪ ▪▪ ▪▪▪▪▪ ▪▪▪▪▪▪▪▪ ▪▪▪ ▪▪▪▪▪ ▪▪ ▪▪▪▪▪▪ ▪▪▪▪ ▪▪▪▪▪ ▪▪▪ ▪▪▪▪▪▪▪ ▪▪ ▪▪▪▪ ▪▪▪▪ ▪▪▪▪▪▪ ▪▪ ▪▪▪▪▪ ▪▪▪▪▪▪▪▪ ▪▪▪ ▪▪▪▪▪ ▪▪ ▪▪▪▪▪▪ ▪▪▪▪ ▪▪▪▪▪ ▪▪▪ ▪▪▪▪▪▪▪ ▪▪ ▪▪▪▪ ▪▪▪▪ ▪▪▪▪▪▪ ▪▪ ▪▪▪▪▪ ▪▪▪▪▪▪▪▪ ▪▪▪ ▪▪▪▪▪ ▪▪ ▪▪▪▪▪▪ ▪▪▪▪ ▪▪▪▪▪ ▪▪▪ ▪▪▪▪▪▪▪ ▪▪ ▪▪▪▪: [4, 528, 112, 555]
- article-2-subhead: Rede Rudolf Hess an der Leipziger Zeitung: [310, 222, 403, 227]
- masthead: [4, 14, 490, 98]
- illegible-text-paragraph: ▪▪▪▪ ▪▪▪▪▪▪ ▪▪ ▪▪▪▪▪ ▪▪▪▪▪▪▪▪ ▪▪▪ ▪▪▪▪▪ ▪▪ ▪▪▪▪▪▪ ▪▪▪▪ ▪▪▪▪▪ ▪▪▪ ▪▪▪▪▪▪▪ ▪▪ ▪▪▪▪ ▪▪▪▪ ▪▪▪▪▪▪ ▪▪ ▪▪▪▪▪ ▪▪▪▪▪▪▪▪ ▪▪▪ ▪▪▪▪▪ ▪▪ ▪▪▪▪▪▪ ▪▪▪▪ ▪▪▪▪▪ ▪▪▪ ▪▪▪▪▪▪▪ ▪▪ ▪▪▪▪ ▪▪▪▪ ▪▪▪▪▪▪ ▪▪ ▪▪▪▪▪ ▪▪▪▪▪▪▪▪ ▪▪▪ ▪▪▪▪▪ ▪▪ ▪▪▪▪▪▪ ▪▪▪▪ ▪▪▪▪▪ ▪▪▪ ▪▪▪▪▪▪▪ ▪▪ ▪▪▪▪: [225, 240, 309, 270]
- column-divider: [330, 117, 331, 187]
- illegible-text-paragraph: ▪▪▪▪ ▪▪▪▪▪▪ ▪▪ ▪▪▪▪▪ ▪▪▪▪▪▪▪▪ ▪▪▪ ▪▪▪▪▪ ▪▪ ▪▪▪▪▪▪ ▪▪▪▪ ▪▪▪▪▪ ▪▪▪ ▪▪▪▪▪▪▪ ▪▪ ▪▪▪▪ ▪▪▪▪ ▪▪▪▪▪▪ ▪▪ ▪▪▪▪▪ ▪▪▪▪▪▪▪▪ ▪▪▪ ▪▪▪▪▪ ▪▪ ▪▪▪▪▪▪ ▪▪▪▪ ▪▪▪▪▪ ▪▪▪ ▪▪▪▪▪▪▪ ▪▪ ▪▪▪▪ ▪▪▪▪ ▪▪▪▪▪▪ ▪▪ ▪▪▪▪▪ ▪▪▪▪▪▪▪▪ ▪▪▪ ▪▪▪▪▪ ▪▪ ▪▪▪▪▪▪ ▪▪▪▪ ▪▪▪▪▪ ▪▪▪ ▪▪▪▪▪▪▪ ▪▪ ▪▪▪▪: [404, 250, 488, 280]
- illegible-text-paragraph: ▪▪▪▪ ▪▪▪▪▪▪ ▪▪ ▪▪▪▪▪ ▪▪▪▪▪▪▪▪ ▪▪▪ ▪▪▪▪▪ ▪▪ ▪▪▪▪▪▪ ▪▪▪▪ ▪▪▪▪▪ ▪▪▪ ▪▪▪▪▪▪▪ ▪▪ ▪▪▪▪ ▪▪▪▪ ▪▪▪▪▪▪ ▪▪ ▪▪▪▪▪ ▪▪▪▪▪▪▪▪ ▪▪▪ ▪▪▪▪▪ ▪▪ ▪▪▪▪▪▪ ▪▪▪▪ ▪▪▪▪▪ ▪▪▪ ▪▪▪▪▪▪▪ ▪▪ ▪▪▪▪ ▪▪▪▪ ▪▪▪▪▪▪ ▪▪ ▪▪▪▪▪ ▪▪▪▪▪▪▪▪ ▪▪▪ ▪▪▪▪▪ ▪▪ ▪▪▪▪▪▪ ▪▪▪▪ ▪▪▪▪▪ ▪▪▪ ▪▪▪▪▪▪▪ ▪▪ ▪▪▪▪: [4, 365, 112, 391]
- illegible-text-paragraph: ▪▪▪▪ ▪▪▪▪▪▪ ▪▪ ▪▪▪▪▪ ▪▪▪▪▪▪▪▪ ▪▪▪ ▪▪▪▪▪ ▪▪ ▪▪▪▪▪▪ ▪▪▪▪ ▪▪▪▪▪ ▪▪▪ ▪▪▪▪▪▪▪ ▪▪ ▪▪▪▪ ▪▪▪▪ ▪▪▪▪▪▪ ▪▪ ▪▪▪▪▪ ▪▪▪▪▪▪▪▪ ▪▪▪ ▪▪▪▪▪ ▪▪ ▪▪▪▪▪▪ ▪▪▪▪ ▪▪▪▪▪ ▪▪▪ ▪▪▪▪▪▪▪ ▪▪ ▪▪▪▪ ▪▪▪▪ ▪▪▪▪▪▪ ▪▪ ▪▪▪▪▪ ▪▪▪▪▪▪▪▪ ▪▪▪ ▪▪▪▪▪ ▪▪ ▪▪▪▪▪▪ ▪▪▪▪ ▪▪▪▪▪ ▪▪▪ ▪▪▪▪▪▪▪ ▪▪ ▪▪▪▪: [4, 174, 112, 200]
- illegible-text-paragraph: ▪▪▪▪ ▪▪▪▪▪▪ ▪▪ ▪▪▪▪▪ ▪▪▪▪▪▪▪▪ ▪▪▪ ▪▪▪▪▪ ▪▪ ▪▪▪▪▪▪ ▪▪▪▪ ▪▪▪▪▪ ▪▪▪ ▪▪▪▪▪▪▪ ▪▪ ▪▪▪▪ ▪▪▪▪ ▪▪▪▪▪▪ ▪▪ ▪▪▪▪▪ ▪▪▪▪▪▪▪▪ ▪▪▪ ▪▪▪▪▪ ▪▪ ▪▪▪▪▪▪ ▪▪▪▪ ▪▪▪▪▪ ▪▪▪ ▪▪▪▪▪▪▪ ▪▪ ▪▪▪▪ ▪▪▪▪ ▪▪▪▪▪▪ ▪▪ ▪▪▪▪▪ ▪▪▪▪▪▪▪▪ ▪▪▪ ▪▪▪▪▪ ▪▪ ▪▪▪▪▪▪ ▪▪▪▪ ▪▪▪▪▪ ▪▪▪ ▪▪▪▪▪▪▪ ▪▪ ▪▪▪▪: [117, 362, 220, 389]
- article-3-headline: Der Organisationsleiter der Deutschen Arbeitsfront Muchow tödlich verunglückt: [234, 359, 479, 383]
- article-2-body: [225, 240, 488, 350]
- article-4-body: [225, 544, 488, 672]
